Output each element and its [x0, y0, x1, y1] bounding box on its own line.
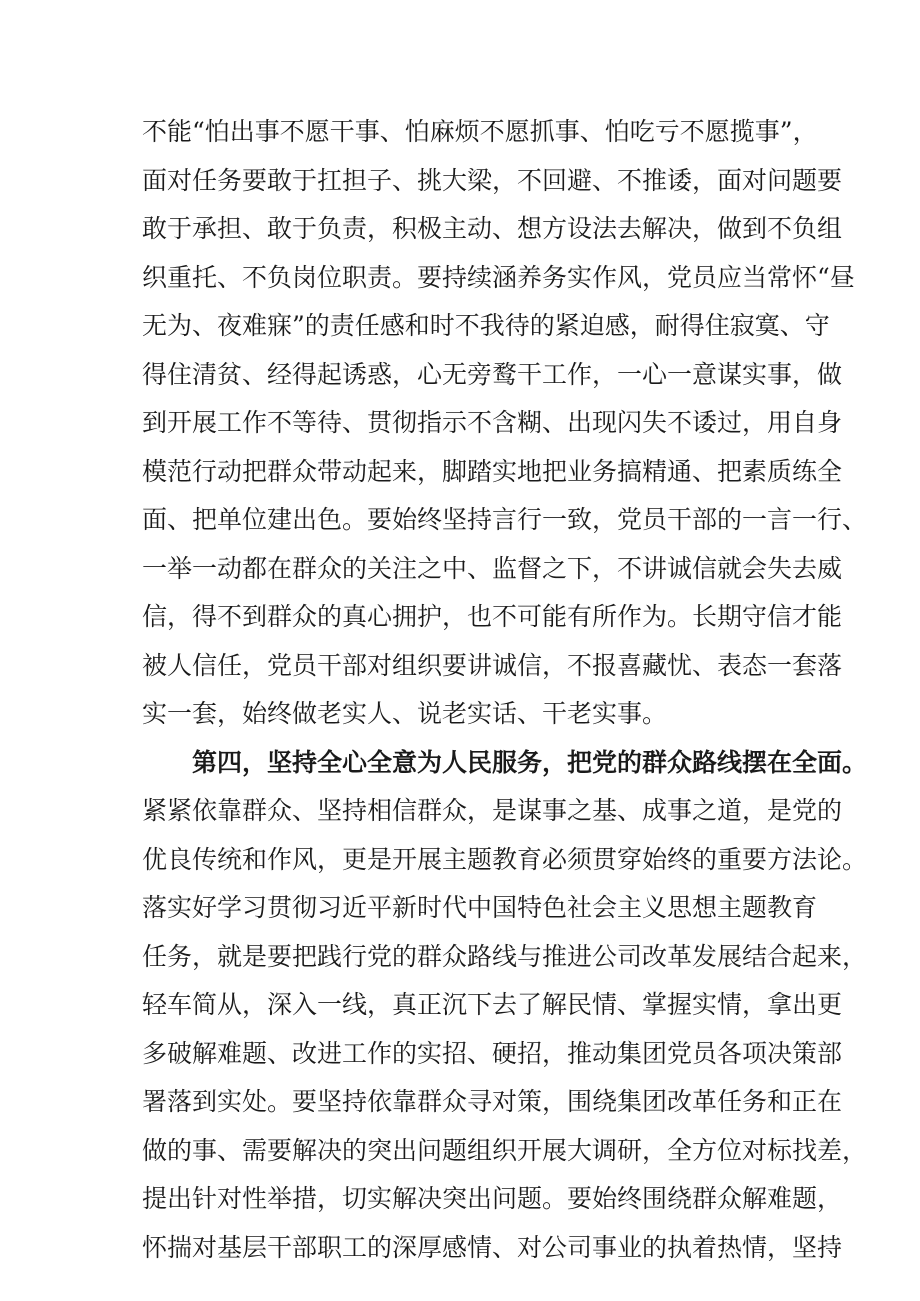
text-line: 轻车简从，深入一线，真正沉下去了解民情、掌握实情，拿出更	[142, 990, 843, 1019]
body-text	[142, 108, 868, 1272]
text-line: 织重托、不负岗位职责。要持续涵养务实作风，党员应当常怀“昼	[142, 262, 855, 292]
section-heading: 第四，坚持全心全意为人民服务，把党的群众路线摆在全面。	[192, 747, 868, 777]
text-line: 实一套，始终做老实人、说老实话、干老实事。	[142, 699, 668, 728]
text-line: 面、把单位建出色。要始终坚持言行一致，党员干部的一言一行、	[142, 505, 868, 534]
text-line: 紧紧依靠群众、坚持相信群众，是谋事之基、成事之道，是党的	[142, 796, 843, 825]
text-line: 落实好学习贯彻习近平新时代中国特色社会主义思想主题教育	[142, 893, 818, 922]
text-line: 无为、夜难寐”的责任感和时不我待的紧迫感，耐得住寂寞、守	[142, 311, 830, 340]
text-line: 不能“怕出事不愿干事、怕麻烦不愿抓事、怕吃亏不愿揽事”，	[142, 117, 818, 146]
text-line: 模范行动把群众带动起来，脚踏实地把业务搞精通、把素质练全	[142, 456, 843, 486]
text-line: 提出针对性举措，切实解决突出问题。要始终围绕群众解难题，	[142, 1184, 843, 1213]
text-line: 署落到实处。要坚持依靠群众寻对策，围绕集团改革任务和正在	[142, 1087, 843, 1116]
text-line: 多破解难题、改进工作的实招、硬招，推动集团党员各项决策部	[142, 1038, 843, 1068]
text-line: 一举一动都在群众的关注之中、监督之下，不讲诚信就会失去威	[142, 553, 843, 583]
text-line: 敢于承担、敢于负责，积极主动、想方设法去解决，做到不负组	[142, 214, 843, 243]
text-line: 怀揣对基层干部职工的深厚感情、对公司事业的执着热情，坚持	[142, 1232, 843, 1262]
text-line: 任务，就是要把践行党的群众路线与推进公司改革发展结合起来，	[142, 941, 868, 971]
text-line: 到开展工作不等待、贯彻指示不含糊、出现闪失不诿过，用自身	[142, 408, 843, 437]
text-line: 面对任务要敢于扛担子、挑大梁，不回避、不推诿，面对问题要	[142, 165, 843, 195]
text-line: 得住清贫、经得起诱惑，心无旁鹜干工作，一心一意谋实事，做	[142, 359, 843, 389]
text-line: 做的事、需要解决的突出问题组织开展大调研，全方位对标找差，	[142, 1135, 868, 1165]
text-line: 信，得不到群众的真心拥护，也不可能有所作为。长期守信才能	[142, 602, 843, 631]
text-line: 被人信任，党员干部对组织要讲诚信，不报喜藏忧、表态一套落	[142, 650, 843, 680]
text-line: 优良传统和作风，更是开展主题教育必须贯穿始终的重要方法论。	[142, 844, 868, 874]
